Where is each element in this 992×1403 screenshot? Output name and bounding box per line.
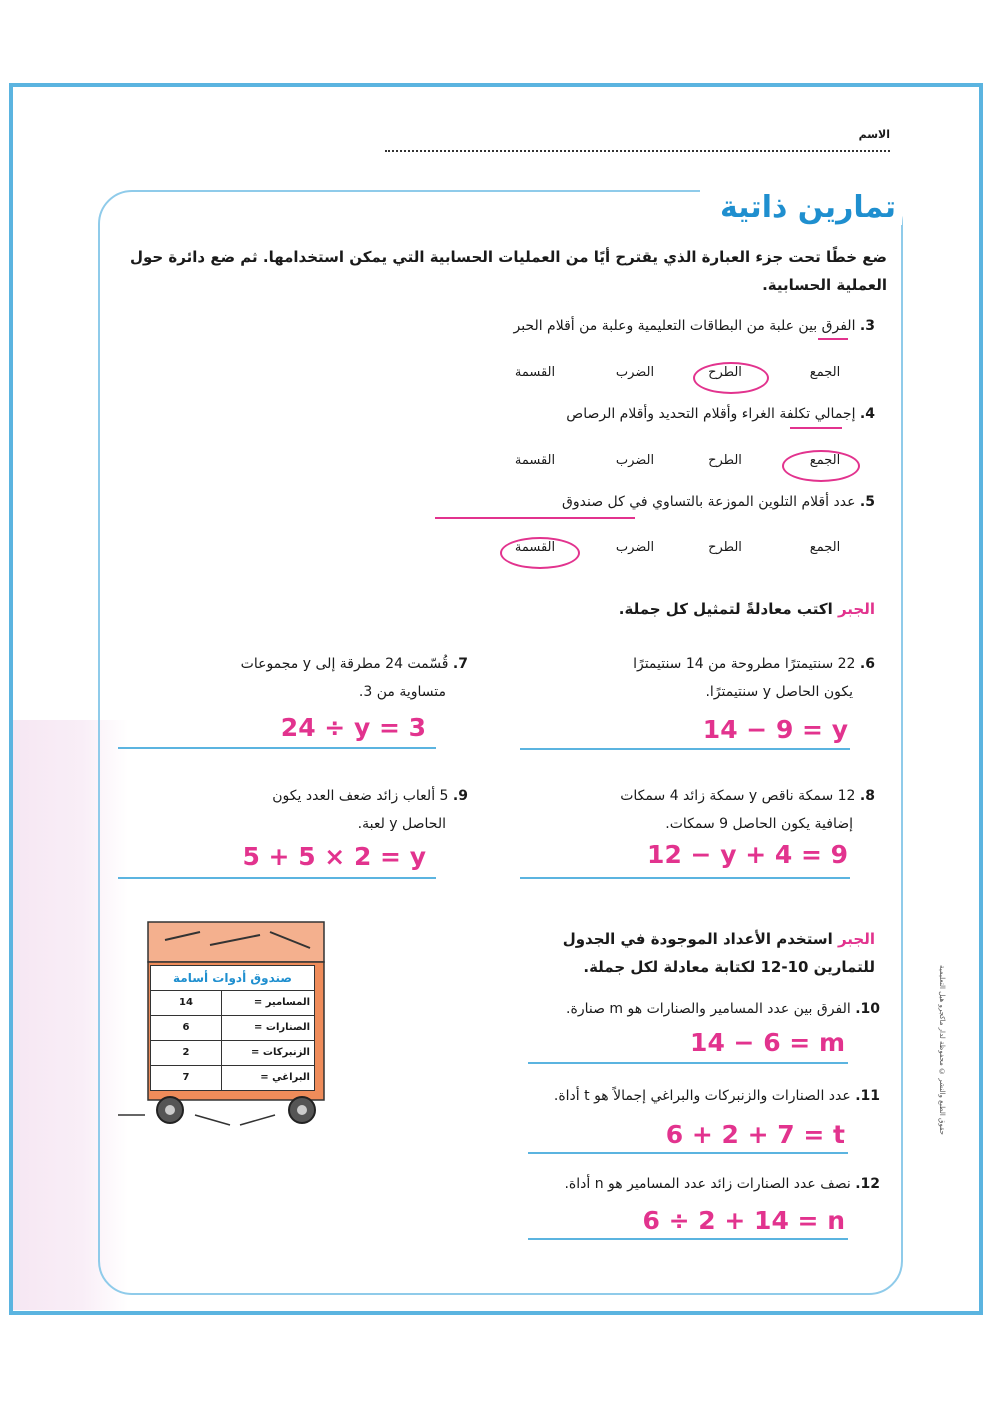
answer-circle — [500, 537, 580, 569]
table-row — [150, 991, 315, 1016]
option-divide[interactable]: القسمة — [514, 365, 556, 380]
option-multiply[interactable]: الضرب — [615, 540, 655, 555]
table-cell-value: 7 — [182, 1072, 190, 1083]
answer-line[interactable] — [520, 877, 850, 879]
question-line: يكون الحاصل y سنتيمترًا. — [705, 684, 853, 700]
table-cell-value: 2 — [182, 1047, 190, 1058]
question-text: تكلفة الغراء وأقلام التحديد وأقلام الرصاص — [566, 406, 815, 422]
option-divide[interactable]: القسمة — [514, 453, 556, 468]
option-add[interactable]: الجمع — [809, 540, 841, 555]
toolbox-table-title: صندوق أدوات أسامة — [150, 965, 315, 991]
tool-sketch — [240, 1115, 275, 1125]
section-instruction: اكتب معادلةً لتمثيل كل جملة. — [618, 600, 833, 618]
question-line: 12 سمكة ناقص y سمكة زائد 4 سمكات — [620, 788, 856, 804]
option-multiply[interactable]: الضرب — [615, 453, 655, 468]
question-line: إضافية يكون الحاصل 9 سمكات. — [665, 816, 853, 832]
question-3 — [330, 312, 875, 340]
question-text: بين علبة من البطاقات التعليمية وعلبة من أقلام الحبر — [513, 318, 822, 334]
toolbox-table — [150, 965, 315, 1089]
table-cell-value: 6 — [182, 1022, 190, 1033]
wheel-hub — [165, 1105, 175, 1115]
underline-mark — [790, 427, 842, 429]
option-add[interactable]: الجمع — [809, 453, 841, 468]
question-number: 6. — [859, 656, 875, 672]
options-row-3 — [490, 365, 860, 389]
question-line: قُسّمت 24 مطرقة إلى y مجموعات — [240, 656, 449, 672]
answer-equation-9: 5 + 5 × 2 = y — [242, 842, 426, 871]
question-text: نصف عدد الصنارات زائد عدد المسامير هو n أداة. — [564, 1176, 851, 1192]
answer-line[interactable] — [528, 1152, 848, 1154]
section-instruction: استخدم الأعداد الموجودة في الجدول — [562, 930, 833, 948]
question-number: 11. — [855, 1088, 880, 1104]
table-cell-label: الصنارات = — [221, 1016, 314, 1040]
answer-equation-10: 14 − 6 = m — [690, 1028, 845, 1057]
algebra-tag: الجبر — [837, 600, 875, 618]
option-add[interactable]: الجمع — [809, 365, 841, 380]
question-number: 7. — [452, 656, 468, 672]
algebra-tag: الجبر — [837, 930, 875, 948]
option-subtract[interactable]: الطرح — [708, 365, 742, 380]
question-number: 5. — [859, 494, 875, 510]
table-cell-value: 14 — [179, 997, 193, 1008]
answer-line[interactable] — [118, 877, 436, 879]
question-number: 10. — [855, 1001, 880, 1017]
question-text: عدد الصنارات والزنبركات والبراغي إجمالاً هو t أداة. — [553, 1088, 851, 1104]
answer-line[interactable] — [528, 1062, 848, 1064]
answer-equation-7: 24 ÷ y = 3 — [280, 713, 426, 742]
table-row — [150, 1016, 315, 1041]
answer-circle — [693, 362, 769, 394]
question-line: الحاصل y لعبة. — [357, 816, 446, 832]
table-row — [150, 1066, 315, 1091]
table-cell-label: البراغي = — [221, 1066, 314, 1090]
option-divide[interactable]: القسمة — [514, 540, 556, 555]
section-heading-table — [420, 925, 875, 981]
question-5 — [330, 488, 875, 516]
name-input-line[interactable] — [385, 150, 890, 152]
page-title: تمارين ذاتية — [700, 190, 902, 225]
answer-line[interactable] — [118, 747, 436, 749]
answer-line[interactable] — [520, 748, 850, 750]
table-cell-label: المسامير = — [221, 991, 314, 1015]
table-cell-label: الزنبركات = — [221, 1041, 314, 1065]
question-number: 4. — [859, 406, 875, 422]
section-heading-equations — [400, 595, 875, 623]
question-11 — [400, 1082, 880, 1110]
question-number: 12. — [855, 1176, 880, 1192]
option-subtract[interactable]: الطرح — [708, 453, 742, 468]
question-line: 22 سنتيمترًا مطروحة من 14 سنتيمترًا — [633, 656, 856, 672]
question-4 — [330, 400, 875, 428]
question-underlined-text: إجمالي — [814, 406, 856, 422]
wheel-hub — [297, 1105, 307, 1115]
question-number: 9. — [452, 788, 468, 804]
question-text: الفرق بين عدد المسامير والصنارات هو m صنارة. — [566, 1001, 851, 1017]
question-number: 8. — [859, 788, 875, 804]
underline-mark — [435, 517, 635, 519]
question-6 — [520, 650, 875, 706]
option-subtract[interactable]: الطرح — [708, 540, 742, 555]
question-8 — [510, 782, 875, 838]
question-line: 5 ألعاب زائد ضعف العدد يكون — [272, 788, 449, 804]
section-instruction: للتمارين 10-12 لكتابة معادلة لكل جملة. — [583, 958, 875, 976]
question-10 — [400, 995, 880, 1023]
answer-equation-6: 14 − 9 = y — [702, 715, 848, 744]
table-row — [150, 1041, 315, 1066]
instruction-text: ضع خطًا تحت جزء العبارة الذي يقترح أيًا من العمليات الحسابية التي يمكن استخدامها. ثم ضع دائرة حول العملية الحسابية. — [129, 248, 887, 294]
answer-line[interactable] — [528, 1238, 848, 1240]
tool-sketch — [195, 1115, 230, 1125]
name-label: الاسم — [858, 128, 890, 141]
answer-equation-11: 6 + 2 + 7 = t — [665, 1120, 845, 1149]
option-multiply[interactable]: الضرب — [615, 365, 655, 380]
question-underlined-text: الفرق — [821, 318, 856, 334]
answer-circle — [782, 450, 860, 482]
question-underlined-text: بالتساوي في كل صندوق — [562, 494, 704, 510]
answer-equation-8: 12 − y + 4 = 9 — [647, 840, 848, 869]
question-line: متساوية من 3. — [358, 684, 446, 700]
question-number: 3. — [859, 318, 875, 334]
question-12 — [400, 1170, 880, 1198]
question-9 — [118, 782, 468, 838]
answer-equation-12: 6 ÷ 2 + 14 = n — [642, 1206, 845, 1235]
question-text: عدد أقلام التلوين الموزعة — [703, 494, 856, 510]
question-7 — [118, 650, 468, 706]
underline-mark — [818, 338, 848, 340]
copyright-note: حقوق الطبع والنشر © محفوظة لدار ماكجرو هيل التعليمية — [938, 965, 946, 1135]
